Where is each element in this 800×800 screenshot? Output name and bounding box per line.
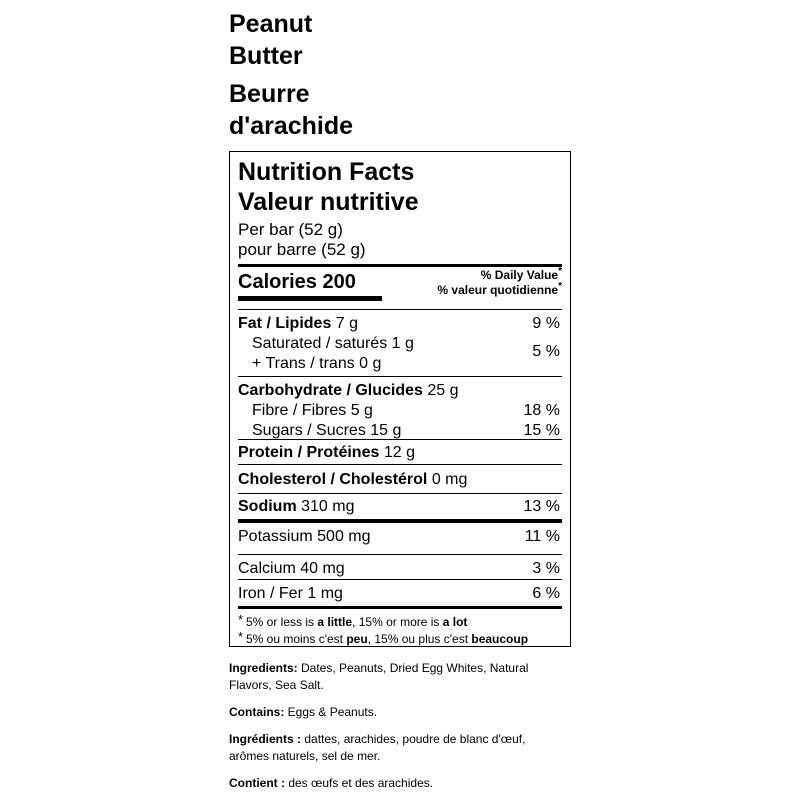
contains-fr-label: Contient : — [229, 776, 285, 790]
ingredients-fr — [229, 731, 549, 765]
footnote-group — [238, 606, 562, 648]
sodium-label: Sodium — [238, 498, 297, 515]
protein-label: Protein / Protéines — [238, 444, 380, 461]
cholesterol-amount: 0 mg — [427, 471, 468, 488]
cholesterol-group — [238, 464, 562, 493]
contains-en — [229, 704, 549, 721]
footnote-fr — [238, 631, 562, 648]
protein-group — [238, 439, 562, 464]
sodium-amount: 310 mg — [296, 498, 355, 515]
nutrient-row-saturated — [238, 334, 562, 354]
ingredients-en — [229, 660, 549, 694]
calcium-label: Calcium 40 mg — [238, 560, 345, 577]
footnote-star: * — [238, 629, 244, 644]
nutrient-row-protein — [238, 443, 562, 463]
contains-fr — [229, 775, 549, 792]
nutrient-row-trans — [238, 354, 562, 374]
potassium-label: Potassium 500 mg — [238, 528, 371, 545]
saturated-label: Saturated / saturés 1 g — [252, 335, 414, 352]
ingredients-fr-label: Ingrédients : — [229, 732, 302, 746]
product-name-en-line1: Peanut — [229, 10, 313, 38]
nutrient-row-cholesterol — [238, 470, 562, 490]
iron-percent: 6 % — [532, 585, 560, 602]
calories-label: Calories 200 — [238, 271, 356, 293]
calories-row — [238, 266, 562, 297]
fat-group — [238, 309, 562, 376]
daily-value-star: * — [558, 266, 562, 277]
sodium-percent: 13 % — [523, 498, 560, 515]
nutrition-title-fr: Valeur nutritive — [238, 188, 419, 216]
footnote-en-little: a little — [317, 615, 353, 629]
calories-underline — [238, 296, 382, 301]
ingredients-fr-text: dattes, arachides, poudre de blanc d'œuf, arômes naturels, sel de mer. — [229, 732, 526, 763]
contains-en-text: Eggs & Peanuts. — [284, 705, 378, 719]
footnote-en-lot: a lot — [442, 615, 468, 629]
daily-value-header-en: % Daily Value — [480, 268, 559, 282]
nutrient-row-carbohydrate — [238, 381, 562, 401]
nutrition-facts-panel — [229, 151, 571, 647]
fibre-percent: 18 % — [523, 402, 560, 419]
fat-percent: 9 % — [532, 315, 560, 332]
sugars-percent: 15 % — [523, 422, 560, 439]
divider-thick — [238, 264, 562, 267]
contains-en-label: Contains: — [229, 705, 285, 719]
divider-medium — [238, 519, 562, 523]
potassium-group — [238, 527, 562, 554]
footnote-fr-little: peu — [346, 632, 368, 646]
potassium-percent: 11 % — [524, 528, 560, 545]
nutrient-row-potassium — [238, 527, 562, 547]
nutrient-row-iron — [238, 584, 562, 604]
ingredients-en-label: Ingredients: — [229, 661, 298, 675]
nutrient-row-sugars — [238, 421, 562, 441]
footnote-fr-lot: beaucoup — [471, 632, 529, 646]
product-name-en-line2: Butter — [229, 42, 303, 70]
nutrition-title-en: Nutrition Facts — [238, 158, 415, 186]
footnote-fr-text: 5% ou moins c'est — [246, 632, 347, 646]
product-name-fr-line1: Beurre — [229, 80, 310, 108]
footnote-en — [238, 614, 562, 631]
calcium-group — [238, 554, 562, 579]
fat-amount: 7 g — [331, 315, 359, 332]
footnote-fr-text: , 15% ou plus c'est — [367, 632, 472, 646]
product-title — [229, 8, 589, 142]
nutrient-row-sodium — [238, 497, 562, 517]
carbohydrate-label: Carbohydrate / Glucides — [238, 382, 423, 399]
serving-size-en: Per bar (52 g) — [238, 220, 343, 239]
saturated-trans-percent: 5 % — [532, 343, 560, 360]
ingredients-section — [229, 660, 549, 800]
footnote-en-text: 5% or less is — [246, 615, 318, 629]
calcium-percent: 3 % — [532, 560, 560, 577]
sodium-group — [238, 493, 562, 519]
carbohydrate-amount: 25 g — [422, 382, 459, 399]
sugars-label: Sugars / Sucres 15 g — [252, 422, 402, 439]
fat-label: Fat / Lipides — [238, 315, 332, 332]
serving-size-fr: pour barre (52 g) — [238, 240, 366, 259]
ingredients-en-text: Dates, Peanuts, Dried Egg Whites, Natural Flavors, Sea Salt. — [229, 661, 529, 692]
cholesterol-label: Cholesterol / Cholestérol — [238, 471, 428, 488]
footnote-en-text: , 15% or more is — [352, 615, 443, 629]
carbohydrate-group — [238, 376, 562, 439]
product-name-fr-line2: d'arachide — [229, 112, 354, 140]
trans-label: + Trans / trans 0 g — [252, 355, 382, 372]
protein-amount: 12 g — [379, 444, 415, 461]
nutrient-row-fibre — [238, 401, 562, 421]
footnote-star: * — [238, 612, 244, 627]
iron-label: Iron / Fer 1 mg — [238, 585, 343, 602]
iron-group — [238, 579, 562, 606]
fibre-label: Fibre / Fibres 5 g — [252, 402, 373, 419]
daily-value-header — [437, 268, 562, 298]
nutrient-row-calcium — [238, 559, 562, 579]
daily-value-star: * — [558, 281, 562, 292]
daily-value-header-fr: % valeur quotidienne — [437, 283, 559, 297]
contains-fr-text: des œufs et des arachides. — [285, 776, 434, 790]
nutrient-row-fat — [238, 314, 562, 334]
